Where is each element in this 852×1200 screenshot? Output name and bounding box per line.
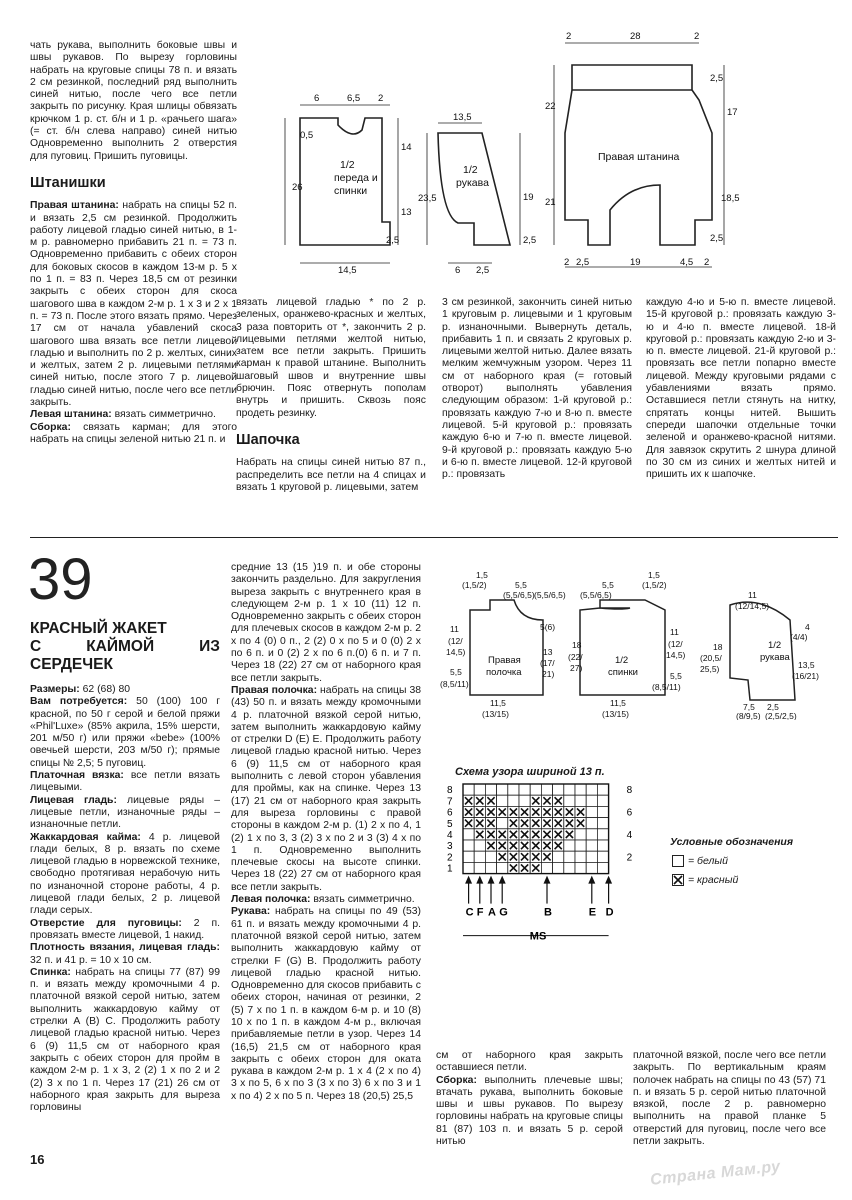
- scheme-cell: [575, 851, 586, 862]
- scheme-cell: [508, 806, 519, 817]
- scheme-arrow-C: [465, 876, 474, 919]
- scheme-cell: [597, 840, 608, 851]
- dim-sp-left-3: 27): [570, 663, 583, 673]
- section-divider: [30, 537, 838, 538]
- label-pants: Правая штанина: [598, 151, 680, 163]
- dim-ruk-right-3: 13,5: [798, 660, 815, 670]
- scheme-arrow-label: C: [465, 906, 474, 919]
- scheme-cell: [575, 795, 586, 806]
- watermark: Страна Мам.ру: [649, 1158, 782, 1189]
- dim-pol-top-3: 5,5: [515, 580, 527, 590]
- top-column-2: [236, 297, 426, 494]
- scheme-cell: [586, 818, 597, 829]
- scheme-cell: [485, 806, 496, 817]
- ms-label: MS: [529, 930, 547, 943]
- scheme-cell: [463, 862, 474, 873]
- scheme-cell: [474, 851, 485, 862]
- dim-sp-top-1: 5,5: [602, 580, 614, 590]
- hole-paragraph: Отверстие для пуговицы: 2 п. провязать вместе лицевой, 1 накид.: [30, 917, 220, 941]
- dim-pants-bottom-2: 2,5: [576, 257, 590, 268]
- scheme-cell: [519, 795, 530, 806]
- dim-pants-right-2: 17: [727, 107, 738, 118]
- label-sleeve-1: 1/2: [463, 164, 478, 176]
- label-front-3: спинки: [334, 185, 368, 197]
- top-col2-paragraph-2: Набрать на спицы синей нитью 87 п., распределить все петли на 4 спицах и вязать 1 круговой р. лицевыми, затем: [236, 457, 426, 493]
- label-ruk-1: 1/2: [768, 640, 782, 651]
- scheme-row-number-right: 8: [626, 785, 633, 797]
- bottom-column-4: [633, 1050, 826, 1148]
- dim-pol-left-4: 5,5: [450, 667, 462, 677]
- dim-pol-top-2: (1,5/2): [462, 580, 487, 590]
- scheme-arrow-label: E: [588, 906, 597, 919]
- dim-pants-top-3: 2: [694, 31, 700, 42]
- dim-pants-bottom-5: 2: [704, 257, 710, 268]
- dim-sp-top-3: (5,5/6,5): [580, 590, 612, 600]
- label-sp-2: спинки: [608, 667, 638, 678]
- bottom-col4-paragraph: платочной вязкой, после чего все петли закрыть. По вертикальным краям полочек набрать на спицы по 43 (57) 71 п. и вязать 5 р. серой нитью платочной вязкой, после 2 р. равномерно выполнить на правой планке 5 отверстий для пуговиц, после чего все петли закрыть.: [633, 1050, 826, 1148]
- dim-ruk-top-2: (12/14,5): [735, 601, 770, 611]
- scheme-cell: [597, 795, 608, 806]
- dim-pants-left-2: 21: [545, 197, 556, 208]
- scheme-cell: [564, 829, 575, 840]
- scheme-cell: [553, 795, 564, 806]
- scheme-cell: [508, 795, 519, 806]
- model-title-2: С КАЙМОЙ ИЗ СЕРДЕЧЕК: [30, 638, 220, 673]
- top-col1-paragraph-3: Левая штанина: вязать симметрично.: [30, 409, 216, 421]
- scheme-cell: [564, 851, 575, 862]
- scheme-cell: [497, 851, 508, 862]
- scheme-cell: [508, 784, 519, 795]
- dim-sleeve-right-1: 19: [523, 192, 534, 203]
- pattern-diagrams-bottom: [430, 560, 830, 720]
- scheme-cell: [474, 818, 485, 829]
- dim-pol-left-5: (8,5/11): [440, 679, 469, 689]
- dim-front-top-1: 6: [314, 93, 320, 104]
- scheme-row-number: 7: [447, 796, 453, 808]
- scheme-row-number: 8: [447, 785, 453, 797]
- scheme-cell: [497, 784, 508, 795]
- scheme-row-number: 1: [447, 863, 453, 875]
- dim-pol-right-4: 21): [542, 669, 555, 679]
- dim-pol-left-1: 11: [450, 624, 459, 634]
- legend-title: Условные обозначения: [670, 836, 794, 848]
- dim-pol-right-3: (17/: [540, 658, 555, 668]
- scheme-row-number: 6: [447, 807, 453, 819]
- scheme-cell: [575, 784, 586, 795]
- label-pol-2: полочка: [486, 667, 522, 678]
- dim-front-right-3: 2,5: [386, 235, 400, 246]
- top-column-4: [646, 297, 836, 481]
- scheme-cell: [564, 840, 575, 851]
- scheme-cell: [541, 806, 552, 817]
- dim-pants-bottom-1: 2: [564, 257, 570, 268]
- scheme-cell: [474, 795, 485, 806]
- scheme-arrow-B: [544, 876, 553, 919]
- dim-front-left-2: 26: [292, 182, 303, 193]
- scheme-cell: [586, 851, 597, 862]
- scheme-cell: [575, 829, 586, 840]
- scheme-cell: [541, 862, 552, 873]
- scheme-arrow-A: [488, 876, 497, 919]
- label-sleeve-2: рукава: [456, 177, 489, 189]
- dim-pants-bottom-4: 4,5: [680, 257, 694, 268]
- scheme-cell: [463, 829, 474, 840]
- lic-paragraph: Лицевая гладь: лицевые ряды – лицевые петли, изнаночные ряды – изнаночные петли.: [30, 794, 221, 831]
- sizes-paragraph: Размеры: 62 (68) 80: [30, 684, 131, 695]
- scheme-cell: [586, 840, 597, 851]
- scheme-cell: [519, 818, 530, 829]
- scheme-cell: [575, 840, 586, 851]
- dim-sp-bottom-1: 11,5: [610, 698, 626, 708]
- scheme-cell: [597, 818, 608, 829]
- scheme-cell: [463, 806, 474, 817]
- scheme-cell: [497, 862, 508, 873]
- scheme-cell: [586, 862, 597, 873]
- scheme-cell: [541, 818, 552, 829]
- label-front-2: переда и: [334, 172, 378, 184]
- top-column-1: [30, 40, 237, 446]
- scheme-cell: [530, 784, 541, 795]
- scheme-cell: [508, 862, 519, 873]
- dim-ruk-bottom-3: 2,5: [767, 702, 779, 712]
- dim-ruk-bottom-1: 7,5: [743, 702, 755, 712]
- scheme-cell: [485, 862, 496, 873]
- scheme-cell: [463, 851, 474, 862]
- dim-pol-top-1: 1,5: [476, 570, 488, 580]
- scheme-row-number-right: 2: [626, 852, 633, 864]
- scheme-arrow-E: [588, 876, 596, 919]
- dim-ruk-bottom-4: (2,5/2,5): [765, 711, 797, 720]
- scheme-cell: [508, 818, 519, 829]
- scheme-cell: [586, 784, 597, 795]
- scheme-cell: [597, 806, 608, 817]
- scheme-arrow-F: [476, 876, 484, 919]
- dim-sp-top-4: (1,5/2): [642, 580, 667, 590]
- scheme-cell: [519, 784, 530, 795]
- top-col1-paragraph-4: Сборка: связать карман; для этого набрать на спицы зеленой нитью 21 п. и: [30, 421, 237, 445]
- dim-sp-right-3: 14,5): [666, 650, 686, 660]
- scheme-cell: [519, 806, 530, 817]
- need-paragraph: Вам потребуется: 50 (100) 100 г красной, по 50 г серой и белой пряжи «Phil'Luxe» (85% акрила, 15% шерсти, 201 м/50 г) или пряжи «bebe» (100% овечьей шерсти, 203 м/50 г); прямые спицы № 2,5; 5 пуговиц.: [30, 696, 220, 769]
- scheme-cell: [497, 840, 508, 851]
- scheme-cell: [541, 795, 552, 806]
- dim-pol-right-1: 5(6): [540, 622, 556, 632]
- section-heading-shapochka: Шапочка: [236, 431, 300, 448]
- density-paragraph: Плотность вязания, лицевая гладь: 32 п. и 41 р. = 10 х 10 см.: [30, 942, 220, 966]
- scheme-cell: [485, 840, 496, 851]
- scheme-cell: [553, 818, 564, 829]
- dim-ruk-left-3: 25,5): [700, 664, 720, 674]
- scheme-cell: [463, 784, 474, 795]
- dim-sp-right-2: (12/: [668, 639, 683, 649]
- dim-sp-right-4: 5,5: [670, 671, 682, 681]
- scheme-cell: [530, 806, 541, 817]
- scheme-cell: [474, 862, 485, 873]
- dim-ruk-right-2: (4/4): [790, 632, 808, 642]
- scheme-cell: [497, 795, 508, 806]
- scheme-cell: [575, 806, 586, 817]
- scheme-cell: [586, 806, 597, 817]
- dim-pol-bottom-1: 11,5: [490, 698, 506, 708]
- dim-pol-top-4: (5,5/6,5): [503, 590, 535, 600]
- scheme-cell: [597, 829, 608, 840]
- model-title-1: КРАСНЫЙ ЖАКЕТ: [30, 620, 167, 637]
- scheme-row-number-right: 6: [626, 807, 633, 819]
- scheme-cell: [485, 795, 496, 806]
- scheme-cell: [485, 818, 496, 829]
- dim-sp-right-1: 11: [670, 627, 679, 637]
- scheme-cell: [508, 829, 519, 840]
- label-pol-1: Правая: [488, 655, 521, 666]
- scheme-cell: [553, 784, 564, 795]
- scheme-cell: [508, 851, 519, 862]
- scheme-cell: [553, 829, 564, 840]
- back-paragraph: Спинка: набрать на спицы 77 (87) 99 п. и вязать между кромочными 4 р. платочной вязкой серой нитью, затем выполнить жаккардовую кайму от стрелки A (B) C. Продолжить работу лицевой гладью красной нитью. Через 6 (9) 11,5 см от наборного края закрыть с обеих сторон для пройм в каждом 2-м р. 1 х 3, 2 (2) 1 х по 2 и 2 (2) 3 х по 1 п. Через 17 (21) 26 см от наборного края закрыть для выреза горловины: [30, 966, 220, 1114]
- scheme-arrow-label: G: [499, 906, 508, 919]
- scheme-cell: [586, 829, 597, 840]
- scheme-title: Схема узора шириной 13 п.: [455, 766, 605, 778]
- bottom-col2-paragraph-1: средние 13 (15 )19 п. и обе стороны закончить раздельно. Для закругления выреза закрыть с внутреннего края в следующем 2-м р. 1 х 10 (11) 12 п. Одновременно закрыть с обеих сторон для плечевых скосов в каждом 2-м р. 2 х по 4 (0) 0 п., 2 (2) 0 х по 5 и 0 (0) 2 х по 6 п. и 0 (2) 2 х по 6 п.(0) 6 п. и 7 п. Через 18 (22) 27 см от наборного края все петли закрыть.: [231, 562, 421, 684]
- label-front-1: 1/2: [340, 159, 355, 171]
- bottom-column-3: [436, 1050, 623, 1148]
- section-heading-shtanishki: Штанишки: [30, 174, 106, 191]
- bottom-column-2: [231, 562, 421, 1103]
- dim-sp-left-1: 18: [572, 640, 582, 650]
- bottom-col2-paragraph-2: Правая полочка: набрать на спицы 38 (43) 50 п. и вязать между кромочными 4 р. платочной вязкой серой нитью, затем выполнить жаккардовую кайму от стрелки D (E) E. Продолжить работу лицевой гладью красной нитью. Через 6 (9) 11,5 см от наборного края выполнить с левой сторон убавления для проймы, как на спинке. Через 13 (17) 21 см от наборного края закрыть для выреза горловины с правой стороны в каждом 2-м р. (1) 2 х по 4, 1 (2) 1 х по 3, 3 (2) 3 х по 2 и 3 (3) 4 х по 1 п. Одновременно выполнить плечевые скосы на высоте спинки. Через 18 (22) 27 см от наборного края все петли закрыть.: [231, 684, 421, 893]
- scheme-cell: [508, 840, 519, 851]
- scheme-cell: [474, 840, 485, 851]
- dim-sp-left-2: (22/: [568, 652, 583, 662]
- scheme-arrow-label: D: [605, 906, 614, 919]
- scheme-cell: [553, 862, 564, 873]
- scheme-cell: [474, 806, 485, 817]
- scheme-arrow-G: [499, 876, 508, 919]
- scheme-row-number: 2: [447, 852, 453, 864]
- dim-front-bottom: 14,5: [338, 265, 357, 275]
- dim-front-left-1: 0,5: [300, 130, 314, 141]
- dim-pol-right-2: 13: [543, 647, 553, 657]
- scheme-cell: [575, 818, 586, 829]
- dim-pol-left-3: 14,5): [446, 647, 466, 657]
- dim-ruk-right-1: 4: [805, 622, 810, 632]
- dim-pol-bottom-2: (13/15): [482, 709, 509, 719]
- white-cell-icon: [672, 855, 684, 867]
- dim-pants-top-2: 28: [630, 31, 641, 42]
- dim-front-right-2: 13: [401, 207, 412, 218]
- scheme-row-number: 4: [447, 830, 453, 841]
- scheme-cell: [519, 840, 530, 851]
- plat-paragraph: Платочная вязка: все петли вязать лицевыми.: [30, 770, 221, 794]
- scheme-cell: [564, 795, 575, 806]
- top-column-3: [442, 297, 632, 481]
- bottom-col2-paragraph-3: Левая полочка: вязать симметрично.: [231, 894, 415, 906]
- scheme-cell: [519, 829, 530, 840]
- scheme-cell: [597, 851, 608, 862]
- dim-sleeve-bottom-2: 2,5: [476, 265, 490, 275]
- scheme-cell: [541, 851, 552, 862]
- top-col2-paragraph-1: вязать лицевой гладью * по 2 р. зеленых, оранжево-красных и желтых, 3 раза повторить от *, закончить 2 р. лицевыми петлями желтой нитью, затем все петли закрыть. Пришить карман к правой штанине. Выполнить шаговый швов и внутренние швы брючин. Пояс отвернуть пополам внутрь и пришить. Сквозь пояс продеть резинку.: [236, 297, 426, 419]
- label-sp-1: 1/2: [615, 655, 629, 666]
- scheme-cell: [497, 806, 508, 817]
- scheme-cell: [530, 829, 541, 840]
- dim-pants-right-1: 2,5: [710, 73, 724, 84]
- scheme-arrow-label: B: [544, 906, 552, 919]
- bottom-col3-paragraph-2: Сборка: выполнить плечевые швы; втачать рукава, выполнить боковые швы и швы рукавов. По вырезу горловины набрать на круговые спицы 81 (87) 103 п. и вязать 5 р. серой нитью: [436, 1074, 623, 1148]
- scheme-arrow-label: A: [488, 906, 496, 919]
- dim-pants-left-1: 22: [545, 101, 556, 112]
- dim-pants-right-3: 18,5: [721, 193, 740, 204]
- scheme-cell: [485, 784, 496, 795]
- dim-ruk-top-1: 11: [748, 590, 757, 600]
- scheme-arrow-label: F: [476, 906, 484, 919]
- scheme-cell: [541, 829, 552, 840]
- scheme-cell: [474, 829, 485, 840]
- scheme-arrow-D: [605, 876, 614, 919]
- pattern-diagrams-top: [280, 25, 740, 275]
- bottom-col2-paragraph-4: Рукава: набрать на спицы по 49 (53) 61 п. и вязать между кромочными 4 р. платочной вязкой серой нитью, затем выполнить жаккардовую кайму от стрелки F (G) B. Продолжить работу лицевой гладью красной нитью. Одновременно для скосов прибавить с обеих сторон, начиная от резинки, 2 (5) 7 х по 1 п. в каждом 6-м р. и 10 (8) 10 х по 1 п. в каждом 4-м р., включая прибавляемые петли в узор. Через 14 (16,5) 21,5 см от наборного края закрыть с обеих сторон для оката рукава в каждом 2-м р. 1 х 4 (2 х по 4) 3 х по 5, 6 х по 3 (3 х по 3) 6 х по 3 и 1 х по 4) 2 х по 5 п. Через 18 (20,5) 25,5: [231, 906, 421, 1102]
- dim-front-top-3: 2: [378, 93, 384, 104]
- scheme-cell: [463, 818, 474, 829]
- dim-sleeve-top: 13,5: [453, 112, 472, 123]
- dim-front-top-2: 6,5: [347, 93, 361, 104]
- dim-sp-top-2: 1,5: [648, 570, 660, 580]
- scheme-cell: [575, 862, 586, 873]
- scheme-row-number-right: 4: [626, 830, 633, 841]
- scheme-cell: [586, 795, 597, 806]
- scheme-cell: [485, 829, 496, 840]
- dim-ruk-left-1: 18: [713, 642, 723, 652]
- dim-pol-top-5: (5,5/6,5): [534, 590, 566, 600]
- top-col1-paragraph-2: Правая штанина: набрать на спицы 52 п. и вязать 2,5 см резинкой. Продолжить работу лицевой гладью синей нитью, в 1-м р. равномерно прибавить 21 п. = 73 п. Одновременно прибавить с обеих сторон для боковых скосов в каждом 13-м р. 5 х по 1 п. = 83 п. Через 18,5 см от резинки закрыть с обеих сторон для скоса шагового шва в каждом 2-м р. 1 х 3 и 2 х 1 п. = 73 п. После этого вязать прямо. Через 17 см от начала убавлений скоса шагового шва вязать все петли лицевой гладью и выполнить по 2 р. желтых, синих и желтых, затем 2 р. лицевыми петлями синей нитью, после этого 7 р. лицевой гладью синей нитью, после чего все петли закрыть.: [30, 200, 238, 409]
- scheme-cell: [474, 784, 485, 795]
- scheme-cell: [497, 829, 508, 840]
- bottom-col3-paragraph-1: см от наборного края закрыть оставшиеся петли.: [436, 1050, 623, 1074]
- dim-pol-left-2: (12/: [448, 636, 463, 646]
- dim-sp-bottom-2: (13/15): [602, 709, 629, 719]
- scheme-cell: [485, 851, 496, 862]
- legend-red: = красный: [672, 874, 738, 886]
- scheme-cell: [597, 784, 608, 795]
- scheme-cell: [497, 818, 508, 829]
- dim-front-right-1: 14: [401, 142, 412, 153]
- model-number: 39: [28, 547, 93, 612]
- legend-white: = белый: [672, 855, 728, 867]
- scheme-cell: [519, 862, 530, 873]
- label-ruk-2: рукава: [760, 652, 790, 663]
- scheme-cell: [530, 795, 541, 806]
- scheme-row-number: 5: [447, 818, 453, 830]
- scheme-cell: [541, 784, 552, 795]
- red-cross-cell-icon: [672, 874, 684, 886]
- scheme-row-number: 3: [447, 841, 453, 853]
- dim-ruk-bottom-2: (8/9,5): [736, 711, 761, 720]
- dim-sleeve-bottom-1: 6: [455, 265, 461, 275]
- top-col4-paragraph: каждую 4-ю и 5-ю п. вместе лицевой. 15-й круговой р.: провязать каждую 3-ю и 4-ю п. вместе лицевой. 18-й круговой р.: провязать каждую 2-ю и 3-ю п. вместе лицевой. 21-й круговой р.: провязать все петли попарно вместе лицевой. Между круговыми рядами с убавлениями вязать прямо. Оставшиеся петли стянуть на нитку, спрятать концы нитей. Вышить спереди шапочки отдельные точки зеленой и оранжево-красной нитями. Для завязок скрутить 2 шнура длиной по 30 см из синих и желтых нитей и пришить их к шапочке.: [646, 297, 836, 481]
- bottom-column-1: [30, 620, 220, 1114]
- scheme-cell: [553, 806, 564, 817]
- scheme-cell: [530, 840, 541, 851]
- dim-sleeve-right-2: 2,5: [523, 235, 537, 246]
- scheme-cell: [530, 862, 541, 873]
- scheme-cell: [519, 851, 530, 862]
- jacquard-scheme: [435, 780, 645, 952]
- scheme-cell: [463, 795, 474, 806]
- dim-pants-bottom-3: 19: [630, 257, 641, 268]
- scheme-cell: [564, 818, 575, 829]
- scheme-cell: [553, 840, 564, 851]
- top-col3-paragraph: 3 см резинкой, закончить синей нитью 1 круговым р. лицевыми и 1 круговым р. изнаночными. Вывернуть деталь, прибавить 1 п. и связать 2 круговых р. лицевыми желтой нитью. Далее вязать мелким жемчужным узором. Через 11 см от наборного края (= готовый отворот) выполнять убавления следующим образом: 1-й круговой р.: провязать каждую 7-ю и 8-ю п. вместе лицевой. 5-й круговой р.: провязать каждую 6-ю и 7-ю п. вместе лицевой. 9-й круговой р.: провязать каждую 5-ю и 6-ю п. вместе лицевой. 12-й круговой р.: провязать: [442, 297, 632, 481]
- top-col1-paragraph-1: чать рукава, выполнить боковые швы и швы рукавов. По вырезу горловины набрать на круговые спицы 78 п. и вязать 2 см резинкой, последний ряд выполнить синей нитью, после чего все петли закрыть по рисунку. Края шлицы обвязать крючком 1 р. ст. б/н и 1 р. «рачьего шага» (= ст. б/н слева направо) синей нитью Одновременно выполнить 2 отверстия для пуговиц. Пришить пуговицы.: [30, 40, 237, 162]
- dim-ruk-left-2: (20,5/: [700, 653, 722, 663]
- dim-pants-right-4: 2,5: [710, 233, 724, 244]
- scheme-cell: [541, 840, 552, 851]
- scheme-cell: [463, 840, 474, 851]
- scheme-cell: [530, 818, 541, 829]
- jac-paragraph: Жаккардовая кайма: 4 р. лицевой глади белых, 8 р. вязать по схеме лицевой гладью в норвежской технике, свободно протягивая нерабочую нить по изнаночной стороне работы, 4 р. лицевой глади белых, 2 р. лицевой глади серых.: [30, 831, 220, 917]
- scheme-cell: [553, 851, 564, 862]
- page-number: 16: [30, 1152, 45, 1167]
- dim-sp-right-5: (8,5/11): [652, 682, 681, 692]
- scheme-cell: [564, 806, 575, 817]
- scheme-cell: [597, 862, 608, 873]
- dim-sleeve-left: 23,5: [418, 193, 437, 204]
- dim-ruk-right-4: (16/21): [792, 671, 819, 681]
- scheme-cell: [530, 851, 541, 862]
- scheme-cell: [564, 784, 575, 795]
- scheme-cell: [564, 862, 575, 873]
- dim-pants-top-1: 2: [566, 31, 572, 42]
